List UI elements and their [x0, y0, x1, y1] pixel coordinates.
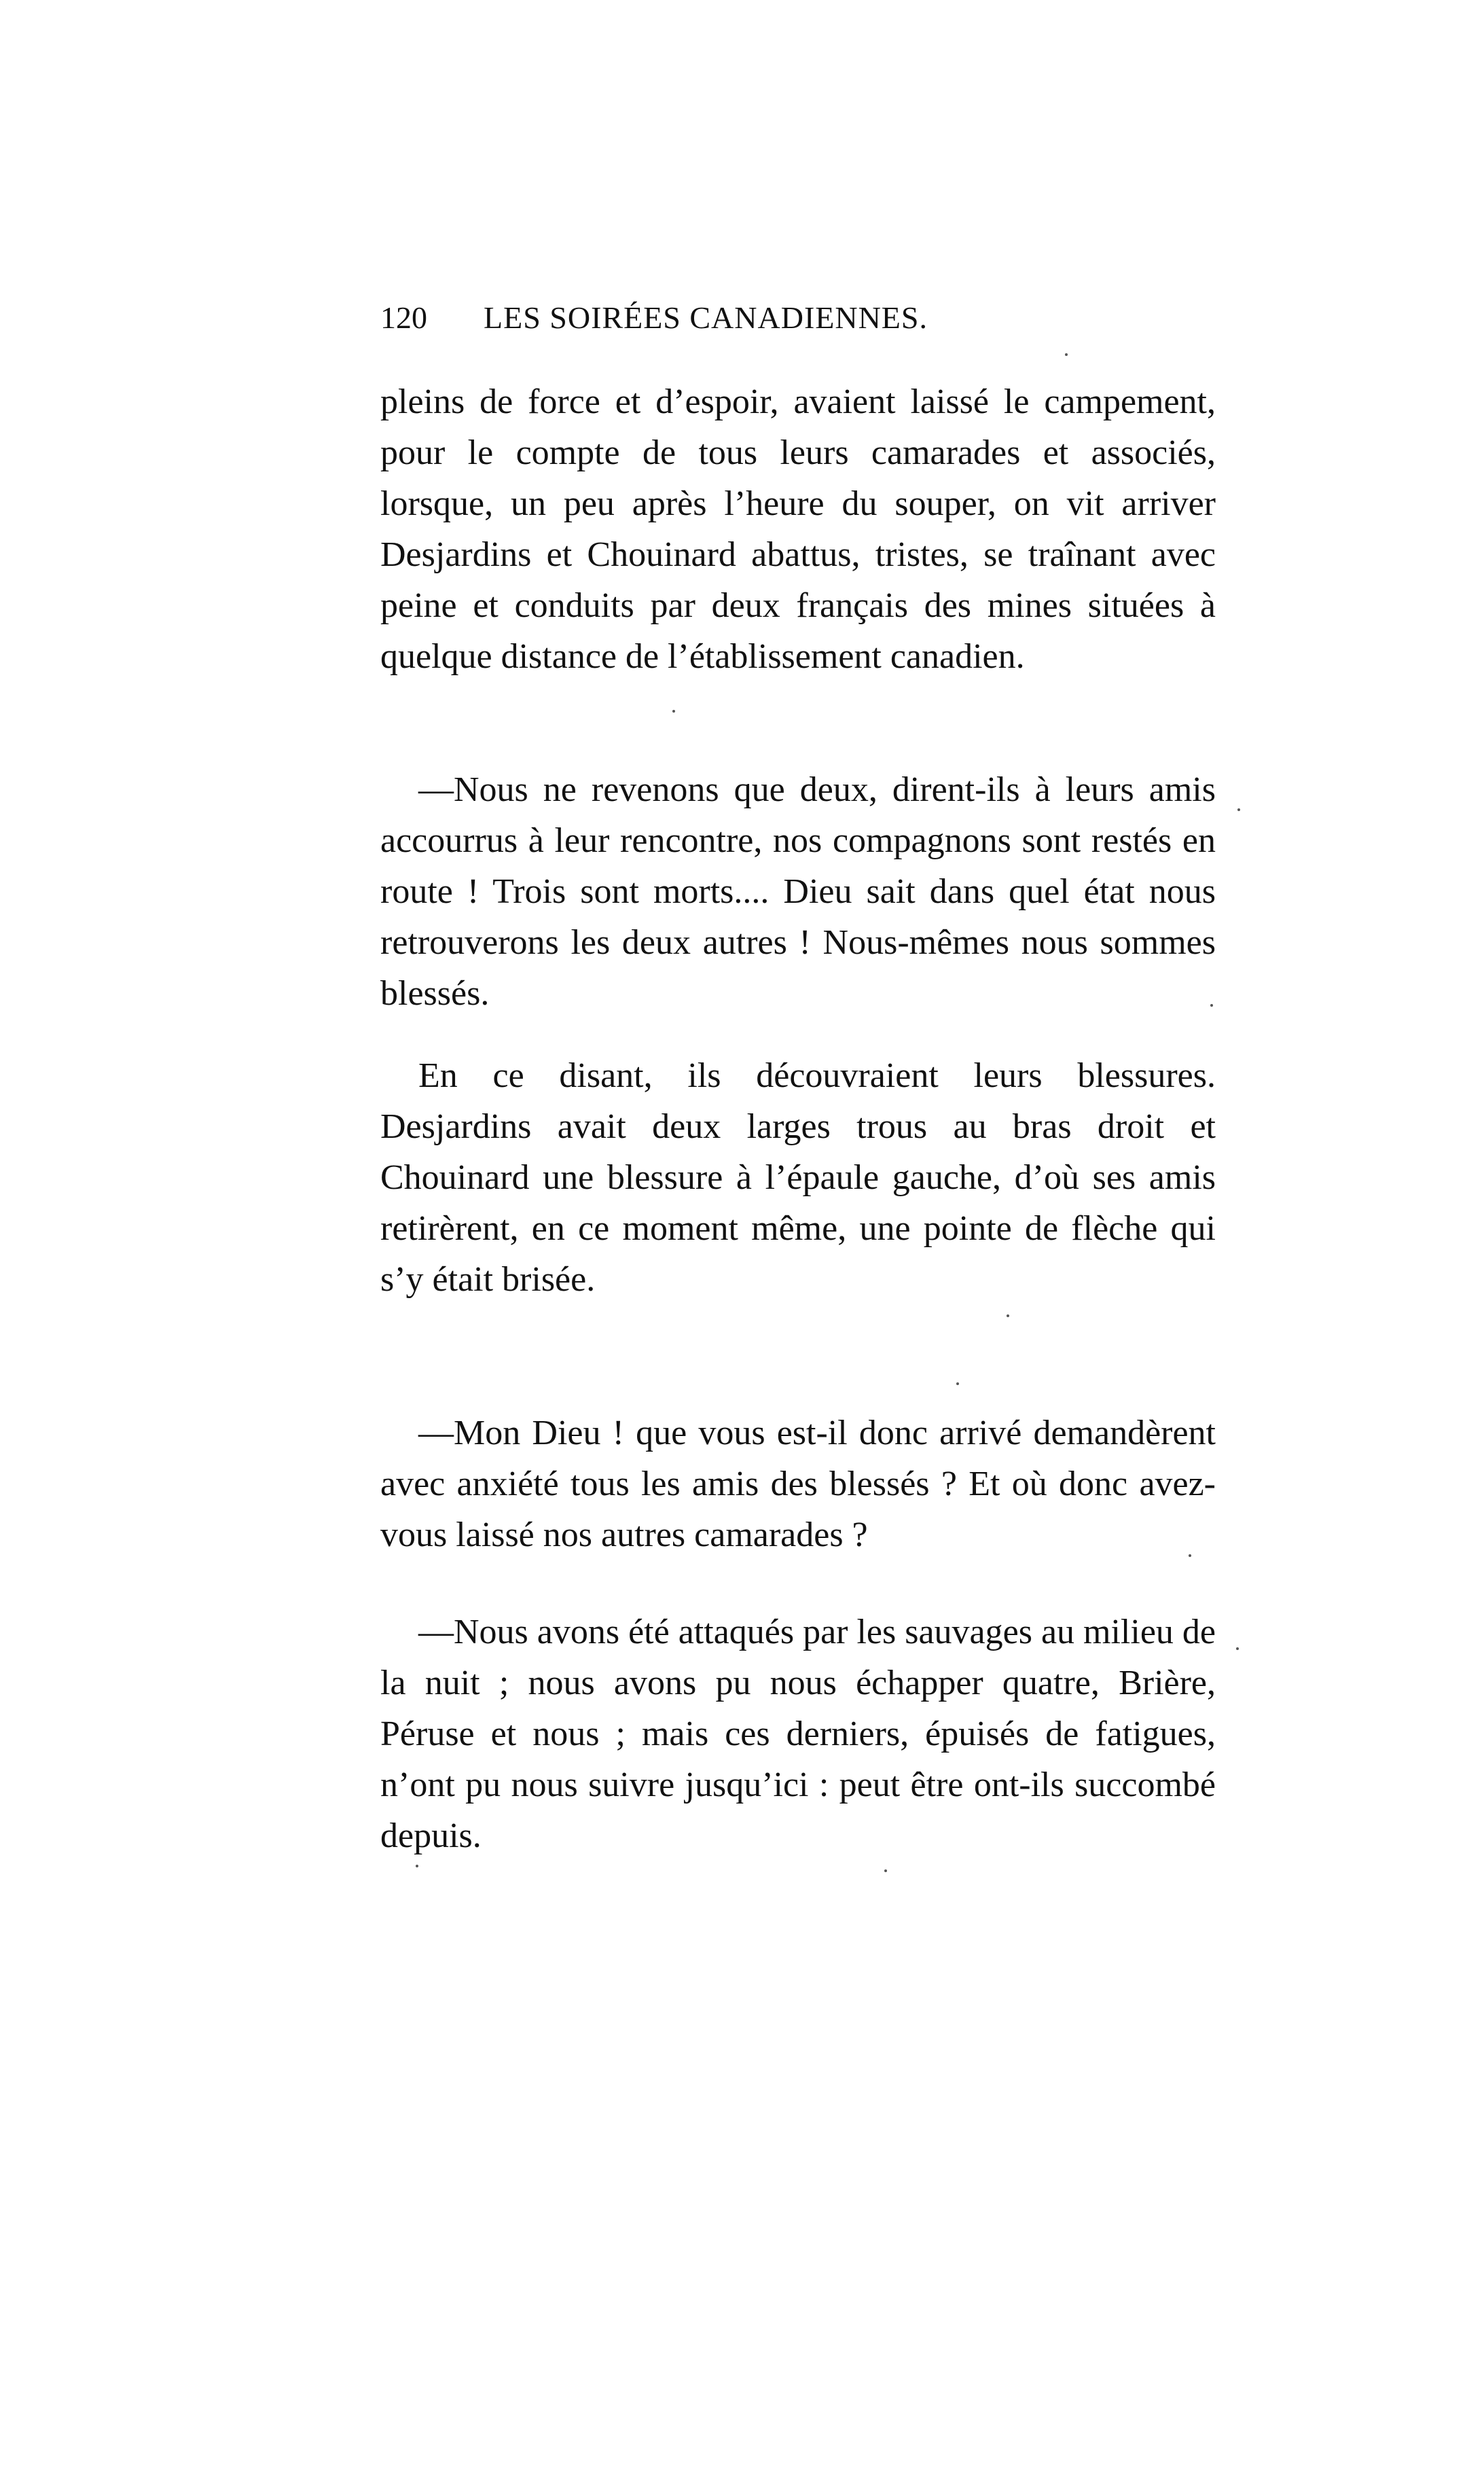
- paper-speck: [416, 1865, 418, 1867]
- paragraph-dialogue-1: [380, 764, 1216, 1019]
- paper-speck: [1236, 1647, 1239, 1650]
- paragraph-dialogue-3: [380, 1607, 1216, 1861]
- running-title: LES SOIRÉES CANADIENNES.: [484, 300, 928, 335]
- paragraph-text: pleins de force et d’espoir, avaient laissé le campement, pour le compte de tous leurs camarades et associés, lorsque, un peu après l’heure du souper, on vit arriver Desjardins et Chouinard abattus, tristes, se traînant avec peine et conduits par deux français des mines situées à quelque distance de l’établissement canadien.: [380, 382, 1216, 676]
- page-number: 120: [380, 300, 427, 335]
- paper-speck: [1065, 353, 1068, 356]
- paper-speck: [672, 710, 675, 713]
- paragraph-text: En ce disant, ils découvraient leurs blessures. Desjardins avait deux larges trous au bras droit et Chouinard une blessure à l’épaule gauche, d’où ses amis retirèrent, en ce moment même, une pointe de flèche qui s’y était brisée.: [380, 1056, 1216, 1299]
- paragraph-narration: [380, 1050, 1216, 1305]
- paper-speck: [1210, 1004, 1213, 1007]
- paragraph-dialogue-2: [380, 1408, 1216, 1560]
- paper-speck: [956, 1382, 959, 1385]
- paper-speck: [1189, 1554, 1191, 1557]
- paragraph-text: —Nous ne revenons que deux, dirent-ils à leurs amis accourrus à leur rencontre, nos compagnons sont restés en route ! Trois sont morts.... Dieu sait dans quel état nous retrouverons les deux autres ! Nous-mêmes nous sommes blessés.: [380, 770, 1216, 1013]
- paper-speck: [1007, 1314, 1009, 1317]
- paragraph-text: —Nous avons été attaqués par les sauvages au milieu de la nuit ; nous avons pu nous échapper quatre, Brière, Péruse et nous ; mais ces derniers, épuisés de fatigues, n’ont pu nous suivre jusqu’ici : peut être ont-ils succombé depuis.: [380, 1613, 1216, 1855]
- paragraph-text: —Mon Dieu ! que vous est-il donc arrivé demandèrent avec anxiété tous les amis des blessés ? Et où donc avez-vous laissé nos autres camarades ?: [380, 1414, 1216, 1554]
- paper-speck: [884, 1869, 887, 1872]
- page-header: [380, 298, 1031, 338]
- paragraph-continuation: [380, 376, 1216, 682]
- paper-speck: [1237, 808, 1240, 811]
